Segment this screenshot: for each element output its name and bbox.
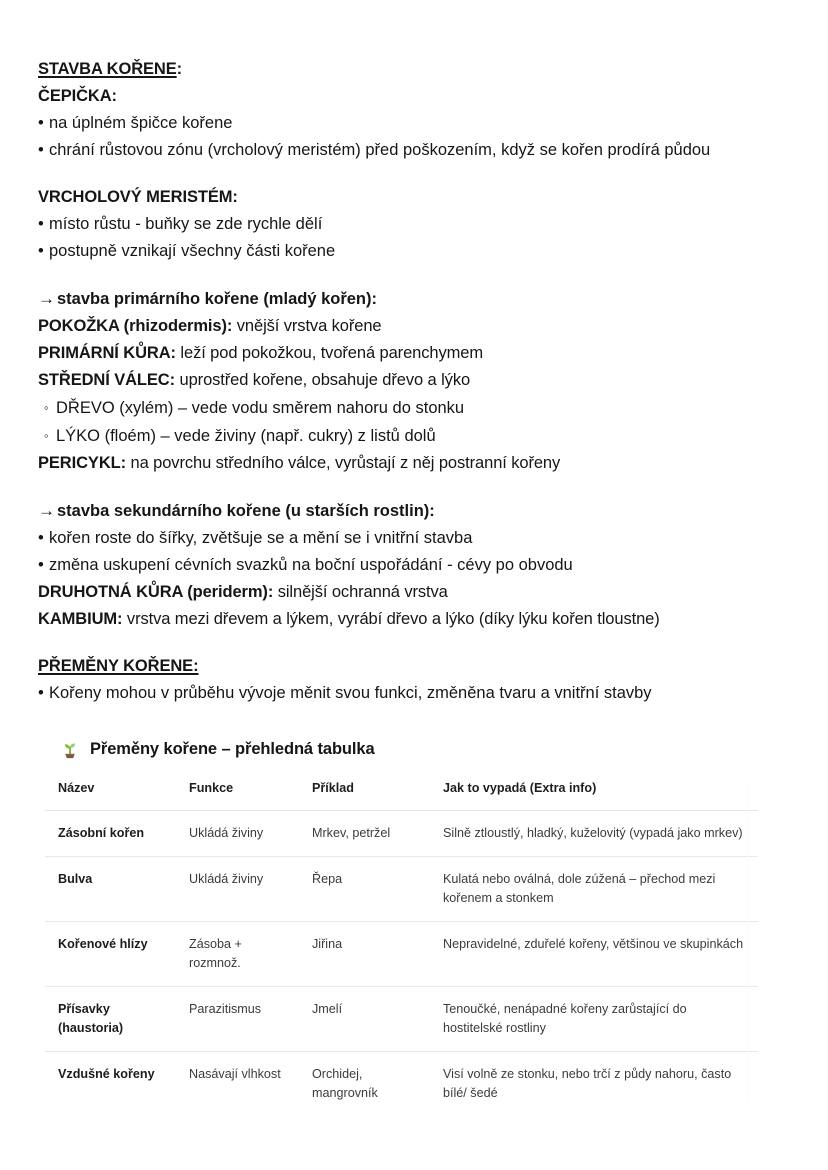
definition-term: PERICYKL: xyxy=(38,454,127,472)
definition-item xyxy=(38,450,798,477)
sub-bullet-item xyxy=(38,394,798,422)
heading-colon: : xyxy=(176,60,183,78)
table-row xyxy=(45,1052,758,1117)
table-title-text: Přeměny kořene – přehledná tabulka xyxy=(90,739,375,758)
section-heading-premeny-korene xyxy=(38,653,798,680)
table-row xyxy=(45,987,758,1052)
column-header-priklad: Příklad xyxy=(299,780,430,811)
arrow-heading-sekundarni-koren xyxy=(38,497,798,525)
notes-body xyxy=(38,56,798,707)
sub-bullet-glyph: ◦ xyxy=(44,400,49,415)
cell-funkce: Nasávají vlhkost xyxy=(189,1067,281,1081)
cell-popis: Kulatá nebo oválná, dole zúžená – přechod mezi kořenem a stonkem xyxy=(430,857,758,922)
table-row xyxy=(45,857,758,922)
heading-text: STAVBA KOŘENE xyxy=(38,60,177,78)
section-heading-stavba-korene xyxy=(38,56,798,83)
cell-nazev: Přísavky (haustoria) xyxy=(45,987,176,1052)
cell-priklad: Mrkev, petržel xyxy=(299,811,430,857)
bullet-text: Kořeny mohou v průběhu vývoje měnit svou funkci, změněna tvaru a vnitřní stavby xyxy=(49,684,652,702)
table-wrapper xyxy=(45,780,758,1116)
arrow-icon: → xyxy=(38,501,55,520)
bullet-glyph: • xyxy=(38,141,44,159)
definition-term: PRIMÁRNÍ KŮRA: xyxy=(38,344,176,362)
spacer xyxy=(38,164,798,184)
definition-term: POKOŽKA (rhizodermis): xyxy=(38,317,233,335)
cell-funkce: Parazitismus xyxy=(176,987,299,1052)
definition-term: STŘEDNÍ VÁLEC: xyxy=(38,371,176,389)
arrow-heading-text: stavba primárního kořene (mladý kořen): xyxy=(57,290,378,308)
cell-priklad: Jiřina xyxy=(299,922,430,987)
definition-term: DRUHOTNÁ KŮRA (periderm): xyxy=(38,583,274,601)
cell-popis: Silně ztloustlý, hladký, kuželovitý (vypadá jako mrkev) xyxy=(430,811,758,857)
cell-priklad: Orchidej, mangrovník xyxy=(312,1067,378,1100)
bullet-text: postupně vznikají všechny části kořene xyxy=(49,242,336,260)
bullet-text: místo růstu - buňky se zde rychle dělí xyxy=(49,215,323,233)
column-header-nazev: Název xyxy=(45,780,176,811)
bullet-item xyxy=(38,110,798,137)
premeny-korene-table-card xyxy=(45,738,758,1116)
bullet-glyph: • xyxy=(38,242,44,260)
premeny-korene-table xyxy=(45,780,758,1116)
arrow-heading-primarni-koren xyxy=(38,285,798,313)
bullet-item xyxy=(38,238,798,265)
bullet-glyph: • xyxy=(38,556,44,574)
definition-item xyxy=(38,340,798,367)
cell-priklad: Řepa xyxy=(299,857,430,922)
definition-item xyxy=(38,367,798,394)
column-header-popis: Jak to vypadá (Extra info) xyxy=(430,780,758,811)
bullet-text: kořen roste do šířky, zvětšuje se a mění se i vnitřní stavba xyxy=(49,529,473,547)
cell-popis: Nepravidelné, zduřelé kořeny, většinou ve skupinkách xyxy=(430,922,758,987)
table-row xyxy=(45,811,758,857)
sub-bullet-glyph: ◦ xyxy=(44,428,49,443)
cell-funkce: Ukládá živiny xyxy=(176,857,299,922)
seedling-icon xyxy=(59,738,81,760)
cell-nazev: Bulva xyxy=(45,857,176,922)
spacer xyxy=(38,265,798,285)
cell-popis: Visí volně ze stonku, nebo trčí z půdy nahoru, často bílé/ šedé xyxy=(443,1067,732,1100)
bullet-item xyxy=(38,552,798,579)
cell-funkce: Ukládá živiny xyxy=(176,811,299,857)
definition-desc: vnější vrstva kořene xyxy=(232,317,382,335)
definition-item xyxy=(38,606,798,633)
definition-desc: leží pod pokožkou, tvořená parenchymem xyxy=(175,344,483,362)
table-title-row xyxy=(59,738,758,760)
cell-nazev: Kořenové hlízy xyxy=(45,922,176,987)
cell-priklad: Jmelí xyxy=(299,987,430,1052)
subheading-cepicka: ČEPIČKA: xyxy=(38,87,117,105)
bullet-item xyxy=(38,680,798,707)
bullet-item xyxy=(38,211,798,238)
table-header-row xyxy=(45,780,758,811)
spacer xyxy=(38,633,798,653)
definition-item xyxy=(38,579,798,606)
arrow-icon: → xyxy=(38,289,55,308)
bullet-item xyxy=(38,525,798,552)
column-header-funkce: Funkce xyxy=(176,780,299,811)
definition-item xyxy=(38,313,798,340)
subheading-vrcholovy-meristem: VRCHOLOVÝ MERISTÉM: xyxy=(38,188,238,206)
spacer xyxy=(38,477,798,497)
bullet-text: změna uskupení cévních svazků na boční uspořádání - cévy po obvodu xyxy=(49,556,573,574)
definition-desc: na povrchu středního válce, vyrůstají z něj postranní kořeny xyxy=(126,454,561,472)
cell-nazev: Vzdušné kořeny xyxy=(58,1067,155,1081)
definition-term: KAMBIUM: xyxy=(38,610,123,628)
bullet-glyph: • xyxy=(38,529,44,547)
bullet-text: chrání růstovou zónu (vrcholový meristém) před poškozením, když se kořen prodírá půdou xyxy=(49,141,711,159)
bullet-glyph: • xyxy=(38,215,44,233)
cell-nazev: Zásobní kořen xyxy=(45,811,176,857)
bullet-glyph: • xyxy=(38,114,44,132)
definition-desc: vrstva mezi dřevem a lýkem, vyrábí dřevo a lýko (díky lýku kořen tloustne) xyxy=(122,610,660,628)
arrow-heading-text: stavba sekundárního kořene (u starších rostlin): xyxy=(57,502,435,520)
definition-desc: silnější ochranná vrstva xyxy=(273,583,448,601)
sub-bullet-text: LÝKO (floém) – vede živiny (např. cukry) z listů dolů xyxy=(56,427,436,445)
definition-desc: uprostřed kořene, obsahuje dřevo a lýko xyxy=(175,371,471,389)
cell-popis: Tenoučké, nenápadné kořeny zarůstající do hostitelské rostliny xyxy=(430,987,758,1052)
bullet-item xyxy=(38,137,798,164)
sub-bullet-item xyxy=(38,422,798,450)
bullet-glyph: • xyxy=(38,684,44,702)
table-row xyxy=(45,922,758,987)
sub-bullet-text: DŘEVO (xylém) – vede vodu směrem nahoru do stonku xyxy=(56,399,465,417)
cell-funkce: Zásoba + rozmnož. xyxy=(176,922,299,987)
heading-text: PŘEMĚNY KOŘENE: xyxy=(38,657,199,675)
bullet-text: na úplném špičce kořene xyxy=(49,114,233,132)
